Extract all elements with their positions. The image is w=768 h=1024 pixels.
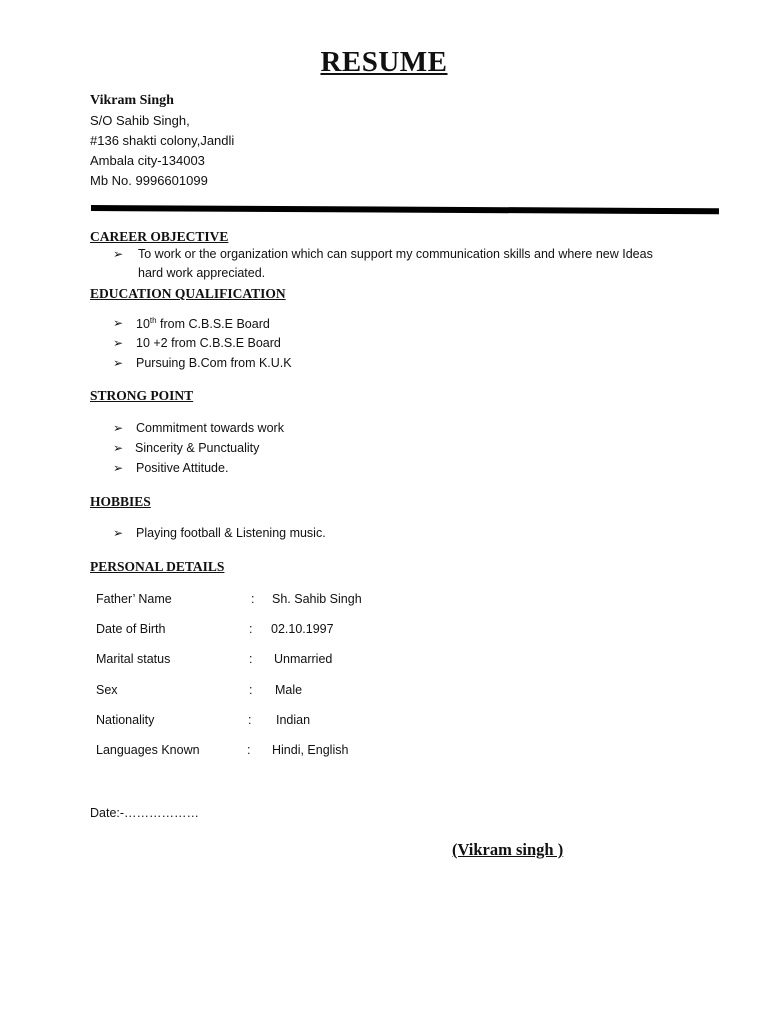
career-objective-line-1: To work or the organization which can support my communication skills and where new Ideas [138,247,653,261]
strong-point-item-2: Sincerity & Punctuality [135,441,260,455]
separator: : [248,713,252,727]
separator: : [251,592,255,606]
father-name-label: Father’ Name [96,592,172,606]
date-field: Date:-……………… [90,806,200,820]
arrowhead-bullet-icon: ➢ [113,441,124,455]
address-line-3: Ambala city-134003 [90,153,205,168]
dob-value: 02.10.1997 [271,622,334,636]
strong-point-item-3: Positive Attitude. [136,461,229,475]
arrowhead-bullet-icon: ➢ [113,526,124,540]
address-line-2: #136 shakti colony,Jandli [90,133,235,148]
nationality-value: Indian [276,713,311,727]
header-divider [91,205,719,214]
address-line-1: S/O Sahib Singh, [90,113,190,128]
languages-label: Languages Known [96,743,200,757]
candidate-name: Vikram Singh [90,93,174,108]
education-heading: EDUCATION QUALIFICATION [90,286,286,301]
arrowhead-bullet-icon: ➢ [113,336,124,350]
hobbies-heading: HOBBIES [90,494,151,509]
nationality-label: Nationality [96,713,155,727]
education-item-3: Pursuing B.Com from K.U.K [136,356,292,370]
sex-label: Sex [96,683,118,697]
career-objective-line-2: hard work appreciated. [138,266,266,280]
father-name-value: Sh. Sahib Singh [272,592,362,606]
arrowhead-bullet-icon: ➢ [113,356,124,370]
career-objective-heading: CAREER OBJECTIVE [90,229,229,244]
personal-details-heading: PERSONAL DETAILS [90,559,225,574]
arrowhead-bullet-icon: ➢ [113,461,124,475]
education-item-2: 10 +2 from C.B.S.E Board [136,336,281,350]
arrowhead-bullet-icon: ➢ [113,421,124,435]
dob-label: Date of Birth [96,622,166,636]
strong-point-item-1: Commitment towards work [136,421,284,435]
separator: : [249,622,253,636]
separator: : [249,652,253,666]
resume-title: RESUME [320,46,448,78]
arrowhead-bullet-icon: ➢ [113,316,124,330]
mobile-number: Mb No. 9996601099 [90,173,208,188]
languages-value: Hindi, English [272,743,349,757]
sex-value: Male [275,683,303,697]
signature-name: (Vikram singh ) [452,840,564,859]
marital-status-label: Marital status [96,652,171,666]
hobby-item-1: Playing football & Listening music. [136,526,326,540]
separator: : [247,743,251,757]
separator: : [249,683,253,697]
marital-status-value: Unmarried [274,652,333,666]
education-item-1: 10th from C.B.S.E Board [136,316,270,332]
arrowhead-bullet-icon: ➢ [113,247,124,261]
strong-point-heading: STRONG POINT [90,388,194,403]
